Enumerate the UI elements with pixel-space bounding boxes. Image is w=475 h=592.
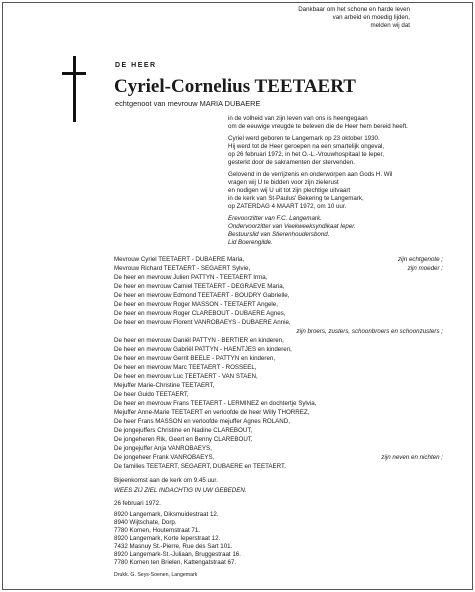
address-line: 8920 Langemark-St.-Juliaan, Bruggestraat 16.: [114, 551, 241, 558]
intro-line-1: Dankbaar om het schone en harde leven: [298, 6, 410, 13]
gathering-note: Bijeenkomst aan de kerk om 9.45 uur.: [114, 477, 218, 484]
function-line: Ondervoorzitter van Veekweeksyndikaat Ieper.: [228, 223, 356, 230]
family-line: De heer en mevrouw Julien PATTYN - TEETAERT Irma,: [114, 274, 268, 281]
family-line: De jongejuffers Christine en Nadine CLAREBOUT,: [114, 427, 253, 434]
function-line: Bestuurslid van Stierenhoudersbond.: [228, 231, 330, 238]
family-line: De families TEETAERT, SEGAERT, DUBAERE en TEETAERT.: [114, 463, 286, 470]
family-line: Mevrouw Cyriel TEETAERT - DUBAERE Maria,: [114, 256, 245, 263]
family-line: De heer en mevrouw Daniël PATTYN - BERTIER en kinderen,: [114, 337, 284, 344]
family-relation: zijn neven en nichten ;: [381, 454, 443, 461]
family-line: De heer en mevrouw Gabriël PATTYN - HAENTJES en kinderen,: [114, 346, 292, 353]
bio-line: op 26 februari 1972, in het O.-L.-Vrouwhospitaal te Ieper,: [228, 151, 384, 158]
family-line: De jongejuffer Anja VANROBAEYS,: [114, 445, 212, 452]
family-line: De jongeheren Rik, Geert en Benny CLAREBOUT,: [114, 436, 253, 443]
intro-line-2: van arbeid en moedig lijden,: [332, 14, 410, 21]
family-relation: zijn moeder ;: [407, 265, 443, 272]
family-line: De heer en mevrouw Edmond TEETAERT - BOUDRY Gabrielle,: [114, 292, 290, 299]
invite-line: Gelovend in de verrijzenis en onderworpen aan Gods H. Wil: [228, 171, 393, 178]
deceased-name: Cyriel-Cornelius TEETAERT: [114, 76, 356, 97]
family-line: De heer en mevrouw Roger MASSON - TEETAERT Angele,: [114, 301, 278, 308]
title-prefix: DE HEER: [115, 62, 157, 69]
family-line: De heer en mevrouw Camiel TEETAERT - DEGRAEVE Maria,: [114, 283, 285, 290]
invite-line: en nodigen wij U uit tot zijn plechtige uitvaart: [228, 187, 351, 194]
family-line: De heer en mevrouw Marc TEETAERT - ROSSEEL,: [114, 364, 257, 371]
function-line: Lid Boerengilde.: [228, 239, 273, 246]
address-line: 7780 Komen ten Brielen, Kattengatstraat 67.: [114, 559, 237, 566]
invite-line: vragen wij U te bidden voor zijn zielerust: [228, 179, 339, 186]
address-line: 8920 Langemark, Diksmuidestraat 12.: [114, 511, 219, 518]
bio-line: in de volheid van zijn leven van ons is heengegaan: [228, 115, 368, 122]
remember-line: WEES ZIJ ZIEL INDACHTIG IN UW GEBEDEN.: [114, 487, 247, 494]
family-line: De heer en mevrouw Florent VANROBAEYS - DUBAERE Annie,: [114, 319, 291, 326]
family-line: De heer Frans MASSON en verloofde mejuffer Agnes ROLAND,: [114, 418, 290, 425]
spouse-line: echtgenoot van mevrouw MARIA DUBAERE: [115, 99, 261, 108]
family-line: Mejuffer Anne-Marie TEETAERT en verloofde de heer Willy THORREZ,: [114, 409, 310, 416]
family-relation: zijn echtgenote ;: [397, 256, 443, 263]
address-line: 7432 Masnuy St.-Pierre, Rue des Sart 101.: [114, 543, 233, 550]
family-line: De jongeheer Frank VANROBAEYS,: [114, 454, 215, 461]
bio-line: om de eeuwige vreugde te beleven die de Heer hem bereid heeft.: [228, 123, 408, 130]
bio-line: Cyriel werd geboren te Langemark op 23 oktober 1930.: [228, 135, 380, 142]
family-line: Mevrouw Richard TEETAERT - SEGAERT Sylvie,: [114, 265, 251, 272]
family-line: De heer en mevrouw Gerrit BEELE - PATTYN en kinderen,: [114, 355, 276, 362]
family-line: De heer en mevrouw Frans TEETAERT - LERMINEZ en dochtertje Sylvia,: [114, 400, 317, 407]
family-line: De heer en mevrouw Luc TEETAERT - VAN STAEN,: [114, 373, 258, 380]
cross-icon: [73, 56, 76, 122]
cross-icon-bar: [62, 72, 86, 75]
family-line: De heer en mevrouw Roger CLAREBOUT - DUBAERE Agnes,: [114, 310, 286, 317]
family-relation: zijn broers, zusters, schoonbroers en schoonzusters ;: [296, 328, 443, 335]
family-line: Mejuffer Marie-Christine TEETAERT,: [114, 382, 215, 389]
family-line: De heer Guido TEETAERT,: [114, 391, 189, 398]
intro-line-3: melden wij dat: [370, 22, 410, 29]
address-line: 7780 Komen, Houtemstraat 71.: [114, 527, 200, 534]
address-line: 8920 Langemark, Korte Ieperstraat 12.: [114, 535, 221, 542]
invite-line: op ZATERDAG 4 MAART 1972, om 10 uur.: [228, 203, 347, 210]
bio-line: Hij werd tot de Heer geroepen na een smartelijk ongeval,: [228, 143, 385, 150]
address-line: 8940 Wijtschate, Dorp.: [114, 519, 177, 526]
invite-line: in de kerk van St-Paulus' Bekering te Langemark,: [228, 195, 364, 202]
printer-credit: Drukk. G. Seys-Soenen, Langemark: [114, 572, 198, 578]
function-line: Erevoorzitter van F.C. Langemark.: [228, 215, 322, 222]
bio-line: gesterkt door de sakramenten der stervenden.: [228, 159, 355, 166]
date-line: 26 februari 1972.: [114, 500, 161, 507]
